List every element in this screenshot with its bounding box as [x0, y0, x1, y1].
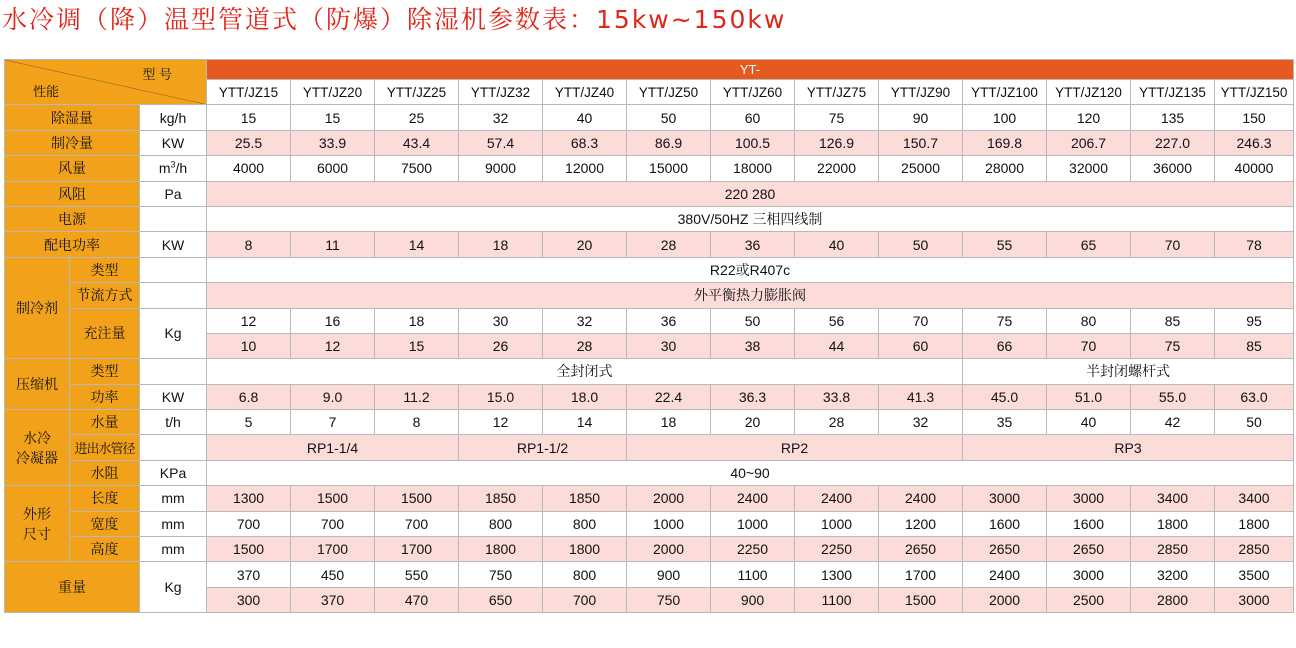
- value-distribution-power-7: 36: [711, 232, 795, 257]
- value-weight-b-6: 750: [627, 587, 711, 612]
- value-airflow-5: 12000: [543, 156, 627, 181]
- row-cooling-capacity: [5, 130, 1294, 155]
- row-width: [5, 511, 1294, 536]
- unit-throttle-method: [140, 283, 207, 308]
- value-airflow-8: 22000: [795, 156, 879, 181]
- unit-refrigerant-type: [140, 257, 207, 282]
- value-charge-b-2: 12: [291, 333, 375, 358]
- value-weight-a-4: 750: [459, 562, 543, 587]
- value-height-13: 2850: [1215, 537, 1294, 562]
- model-cell-12: YTT/JZ135: [1131, 80, 1215, 105]
- label-compressor-power: 功率: [70, 384, 140, 409]
- unit-airflow-tail: /h: [175, 160, 188, 177]
- value-distribution-power-3: 14: [375, 232, 459, 257]
- model-cell-4: YTT/JZ32: [459, 80, 543, 105]
- value-compressor-type-a: 全封闭式: [207, 359, 963, 384]
- model-cell-8: YTT/JZ75: [795, 80, 879, 105]
- value-air-resistance: 220 280: [207, 181, 1294, 206]
- value-height-5: 1800: [543, 537, 627, 562]
- value-weight-b-12: 2800: [1131, 587, 1215, 612]
- label-dimensions: [5, 486, 70, 562]
- value-length-5: 1850: [543, 486, 627, 511]
- value-compressor-power-3: 11.2: [375, 384, 459, 409]
- model-cell-9: YTT/JZ90: [879, 80, 963, 105]
- value-compressor-power-11: 51.0: [1047, 384, 1131, 409]
- value-weight-b-9: 1500: [879, 587, 963, 612]
- value-length-9: 2400: [879, 486, 963, 511]
- unit-length: mm: [140, 486, 207, 511]
- value-width-3: 700: [375, 511, 459, 536]
- value-charge-b-3: 15: [375, 333, 459, 358]
- value-water-flow-10: 35: [963, 410, 1047, 435]
- unit-airflow-sup: 3: [170, 159, 176, 170]
- value-height-10: 2650: [963, 537, 1047, 562]
- label-refrigerant: 制冷剂: [5, 257, 70, 359]
- value-compressor-power-9: 41.3: [879, 384, 963, 409]
- value-cooling-capacity-2: 33.9: [291, 130, 375, 155]
- row-refrigerant-type: [5, 257, 1294, 282]
- value-charge-b-10: 66: [963, 333, 1047, 358]
- value-weight-b-7: 900: [711, 587, 795, 612]
- value-width-9: 1200: [879, 511, 963, 536]
- value-distribution-power-2: 11: [291, 232, 375, 257]
- value-refrigerant-type: R22或R407c: [207, 257, 1294, 282]
- value-compressor-type-b: 半封闭螺杆式: [963, 359, 1294, 384]
- value-width-2: 700: [291, 511, 375, 536]
- value-height-6: 2000: [627, 537, 711, 562]
- value-charge-b-4: 26: [459, 333, 543, 358]
- value-dehumidification-5: 40: [543, 105, 627, 130]
- value-width-5: 800: [543, 511, 627, 536]
- value-cooling-capacity-11: 206.7: [1047, 130, 1131, 155]
- value-airflow-3: 7500: [375, 156, 459, 181]
- corner-header-cell: [5, 60, 207, 105]
- model-cell-1: YTT/JZ15: [207, 80, 291, 105]
- model-cell-10: YTT/JZ100: [963, 80, 1047, 105]
- value-cooling-capacity-8: 126.9: [795, 130, 879, 155]
- value-cooling-capacity-6: 86.9: [627, 130, 711, 155]
- page-title: 水冷调（降）温型管道式（防爆）除湿机参数表：15kw~150kw: [2, 5, 787, 34]
- value-charge-b-11: 70: [1047, 333, 1131, 358]
- series-header: YT-: [207, 60, 1294, 80]
- value-cooling-capacity-7: 100.5: [711, 130, 795, 155]
- corner-performance-label: 性能: [33, 84, 60, 100]
- value-weight-b-5: 700: [543, 587, 627, 612]
- value-distribution-power-5: 20: [543, 232, 627, 257]
- value-water-flow-9: 32: [879, 410, 963, 435]
- value-dehumidification-8: 75: [795, 105, 879, 130]
- label-length: 长度: [70, 486, 140, 511]
- value-dehumidification-12: 135: [1131, 105, 1215, 130]
- value-dehumidification-1: 15: [207, 105, 291, 130]
- row-compressor-power: [5, 384, 1294, 409]
- value-width-11: 1600: [1047, 511, 1131, 536]
- value-length-3: 1500: [375, 486, 459, 511]
- value-charge-b-13: 85: [1215, 333, 1294, 358]
- value-cooling-capacity-13: 246.3: [1215, 130, 1294, 155]
- value-compressor-power-4: 15.0: [459, 384, 543, 409]
- value-length-13: 3400: [1215, 486, 1294, 511]
- row-water-flow: [5, 410, 1294, 435]
- value-distribution-power-6: 28: [627, 232, 711, 257]
- value-dehumidification-7: 60: [711, 105, 795, 130]
- value-weight-a-3: 550: [375, 562, 459, 587]
- label-dimensions-line1: 外形: [23, 505, 51, 522]
- row-charge-a: [5, 308, 1294, 333]
- value-weight-b-1: 300: [207, 587, 291, 612]
- value-charge-b-7: 38: [711, 333, 795, 358]
- value-weight-a-1: 370: [207, 562, 291, 587]
- value-weight-b-8: 1100: [795, 587, 879, 612]
- value-cooling-capacity-4: 57.4: [459, 130, 543, 155]
- value-weight-b-13: 3000: [1215, 587, 1294, 612]
- value-water-flow-1: 5: [207, 410, 291, 435]
- value-pipe-diameter-1: RP1-1/4: [207, 435, 459, 460]
- value-weight-a-7: 1100: [711, 562, 795, 587]
- row-height: [5, 537, 1294, 562]
- model-cell-3: YTT/JZ25: [375, 80, 459, 105]
- label-refrigerant-type: 类型: [70, 257, 140, 282]
- row-power-supply: [5, 206, 1294, 231]
- label-dehumidification: 除湿量: [5, 105, 140, 130]
- value-cooling-capacity-12: 227.0: [1131, 130, 1215, 155]
- value-width-12: 1800: [1131, 511, 1215, 536]
- value-water-flow-5: 14: [543, 410, 627, 435]
- value-water-flow-6: 18: [627, 410, 711, 435]
- label-cooling-capacity: 制冷量: [5, 130, 140, 155]
- value-width-1: 700: [207, 511, 291, 536]
- label-height: 高度: [70, 537, 140, 562]
- label-charge: 充注量: [70, 308, 140, 359]
- value-charge-a-6: 36: [627, 308, 711, 333]
- label-condenser-line2: 冷凝器: [16, 449, 58, 466]
- value-water-resistance: 40~90: [207, 460, 1294, 485]
- label-airflow: 风量: [5, 156, 140, 181]
- value-water-flow-11: 40: [1047, 410, 1131, 435]
- value-dehumidification-9: 90: [879, 105, 963, 130]
- value-charge-a-13: 95: [1215, 308, 1294, 333]
- value-charge-a-7: 50: [711, 308, 795, 333]
- value-height-2: 1700: [291, 537, 375, 562]
- series-header-row: [5, 60, 1294, 80]
- unit-cooling-capacity: KW: [140, 130, 207, 155]
- value-weight-a-6: 900: [627, 562, 711, 587]
- unit-distribution-power: KW: [140, 232, 207, 257]
- value-water-flow-7: 20: [711, 410, 795, 435]
- unit-airflow-base: m: [158, 160, 171, 177]
- value-dehumidification-10: 100: [963, 105, 1047, 130]
- value-distribution-power-9: 50: [879, 232, 963, 257]
- row-length: [5, 486, 1294, 511]
- model-cell-13: YTT/JZ150: [1215, 80, 1294, 105]
- value-throttle-method: 外平衡热力膨胀阀: [207, 283, 1294, 308]
- value-water-flow-3: 8: [375, 410, 459, 435]
- unit-air-resistance: Pa: [140, 181, 207, 206]
- value-length-2: 1500: [291, 486, 375, 511]
- value-distribution-power-8: 40: [795, 232, 879, 257]
- value-width-10: 1600: [963, 511, 1047, 536]
- unit-water-flow: t/h: [140, 410, 207, 435]
- unit-weight: Kg: [140, 562, 207, 613]
- value-charge-b-12: 75: [1131, 333, 1215, 358]
- value-weight-a-11: 3000: [1047, 562, 1131, 587]
- value-water-flow-13: 50: [1215, 410, 1294, 435]
- value-airflow-13: 40000: [1215, 156, 1294, 181]
- value-weight-b-11: 2500: [1047, 587, 1131, 612]
- value-weight-b-3: 470: [375, 587, 459, 612]
- value-weight-a-5: 800: [543, 562, 627, 587]
- value-water-flow-4: 12: [459, 410, 543, 435]
- value-distribution-power-13: 78: [1215, 232, 1294, 257]
- value-airflow-12: 36000: [1131, 156, 1215, 181]
- value-height-4: 1800: [459, 537, 543, 562]
- value-cooling-capacity-3: 43.4: [375, 130, 459, 155]
- value-height-9: 2650: [879, 537, 963, 562]
- unit-compressor-type: [140, 359, 207, 384]
- value-airflow-1: 4000: [207, 156, 291, 181]
- model-cell-7: YTT/JZ60: [711, 80, 795, 105]
- label-condenser: [5, 410, 70, 486]
- value-cooling-capacity-5: 68.3: [543, 130, 627, 155]
- value-cooling-capacity-10: 169.8: [963, 130, 1047, 155]
- value-charge-b-6: 30: [627, 333, 711, 358]
- spec-table: [4, 59, 1294, 613]
- value-dehumidification-4: 32: [459, 105, 543, 130]
- value-weight-a-2: 450: [291, 562, 375, 587]
- value-airflow-4: 9000: [459, 156, 543, 181]
- value-height-8: 2250: [795, 537, 879, 562]
- value-charge-a-8: 56: [795, 308, 879, 333]
- value-charge-b-5: 28: [543, 333, 627, 358]
- value-water-flow-2: 7: [291, 410, 375, 435]
- value-height-3: 1700: [375, 537, 459, 562]
- value-height-11: 2650: [1047, 537, 1131, 562]
- value-weight-a-9: 1700: [879, 562, 963, 587]
- value-weight-b-4: 650: [459, 587, 543, 612]
- value-weight-b-2: 370: [291, 587, 375, 612]
- label-pipe-diameter: 进出水管径: [70, 435, 140, 460]
- value-length-11: 3000: [1047, 486, 1131, 511]
- value-weight-b-10: 2000: [963, 587, 1047, 612]
- label-compressor: 压缩机: [5, 359, 70, 410]
- row-distribution-power: [5, 232, 1294, 257]
- value-distribution-power-11: 65: [1047, 232, 1131, 257]
- label-dimensions-line2: 尺寸: [23, 525, 51, 542]
- value-height-1: 1500: [207, 537, 291, 562]
- value-compressor-power-1: 6.8: [207, 384, 291, 409]
- label-air-resistance: 风阻: [5, 181, 140, 206]
- unit-dehumidification: kg/h: [140, 105, 207, 130]
- value-dehumidification-13: 150: [1215, 105, 1294, 130]
- value-charge-b-9: 60: [879, 333, 963, 358]
- value-length-4: 1850: [459, 486, 543, 511]
- value-compressor-power-10: 45.0: [963, 384, 1047, 409]
- value-length-8: 2400: [795, 486, 879, 511]
- value-charge-a-2: 16: [291, 308, 375, 333]
- model-cell-2: YTT/JZ20: [291, 80, 375, 105]
- unit-height: mm: [140, 537, 207, 562]
- value-height-12: 2850: [1131, 537, 1215, 562]
- value-dehumidification-2: 15: [291, 105, 375, 130]
- row-weight-a: [5, 562, 1294, 587]
- value-width-6: 1000: [627, 511, 711, 536]
- value-charge-b-8: 44: [795, 333, 879, 358]
- row-compressor-type: [5, 359, 1294, 384]
- value-charge-a-3: 18: [375, 308, 459, 333]
- value-dehumidification-6: 50: [627, 105, 711, 130]
- value-compressor-power-7: 36.3: [711, 384, 795, 409]
- value-charge-a-1: 12: [207, 308, 291, 333]
- unit-compressor-power: KW: [140, 384, 207, 409]
- value-charge-a-12: 85: [1131, 308, 1215, 333]
- value-compressor-power-6: 22.4: [627, 384, 711, 409]
- unit-water-resistance: KPa: [140, 460, 207, 485]
- unit-charge: Kg: [140, 308, 207, 359]
- value-charge-a-11: 80: [1047, 308, 1131, 333]
- value-compressor-power-13: 63.0: [1215, 384, 1294, 409]
- value-compressor-power-12: 55.0: [1131, 384, 1215, 409]
- row-water-resistance: [5, 460, 1294, 485]
- value-airflow-9: 25000: [879, 156, 963, 181]
- value-airflow-11: 32000: [1047, 156, 1131, 181]
- value-charge-a-10: 75: [963, 308, 1047, 333]
- value-airflow-2: 6000: [291, 156, 375, 181]
- value-weight-a-13: 3500: [1215, 562, 1294, 587]
- value-distribution-power-4: 18: [459, 232, 543, 257]
- value-cooling-capacity-9: 150.7: [879, 130, 963, 155]
- value-charge-a-9: 70: [879, 308, 963, 333]
- model-cell-11: YTT/JZ120: [1047, 80, 1131, 105]
- label-throttle-method: 节流方式: [70, 283, 140, 308]
- value-cooling-capacity-1: 25.5: [207, 130, 291, 155]
- value-charge-a-5: 32: [543, 308, 627, 333]
- value-length-7: 2400: [711, 486, 795, 511]
- value-airflow-7: 18000: [711, 156, 795, 181]
- unit-airflow: [140, 156, 207, 181]
- row-throttle-method: [5, 283, 1294, 308]
- label-water-flow: 水量: [70, 410, 140, 435]
- value-dehumidification-3: 25: [375, 105, 459, 130]
- model-cell-5: YTT/JZ40: [543, 80, 627, 105]
- value-dehumidification-11: 120: [1047, 105, 1131, 130]
- value-power-supply: 380V/50HZ 三相四线制: [207, 206, 1294, 231]
- unit-pipe-diameter: [140, 435, 207, 460]
- unit-power-supply: [140, 206, 207, 231]
- value-compressor-power-5: 18.0: [543, 384, 627, 409]
- value-distribution-power-10: 55: [963, 232, 1047, 257]
- value-length-1: 1300: [207, 486, 291, 511]
- corner-model-label: 型 号: [142, 67, 173, 82]
- value-charge-b-1: 10: [207, 333, 291, 358]
- label-width: 宽度: [70, 511, 140, 536]
- label-compressor-type: 类型: [70, 359, 140, 384]
- unit-width: mm: [140, 511, 207, 536]
- model-cell-6: YTT/JZ50: [627, 80, 711, 105]
- value-width-7: 1000: [711, 511, 795, 536]
- label-condenser-line1: 水冷: [23, 429, 51, 446]
- value-weight-a-8: 1300: [795, 562, 879, 587]
- value-width-4: 800: [459, 511, 543, 536]
- value-weight-a-12: 3200: [1131, 562, 1215, 587]
- value-water-flow-8: 28: [795, 410, 879, 435]
- row-dehumidification: [5, 105, 1294, 130]
- row-air-resistance: [5, 181, 1294, 206]
- label-weight: 重量: [5, 562, 140, 613]
- value-charge-a-4: 30: [459, 308, 543, 333]
- value-height-7: 2250: [711, 537, 795, 562]
- value-compressor-power-8: 33.8: [795, 384, 879, 409]
- row-pipe-diameter: [5, 435, 1294, 460]
- value-width-13: 1800: [1215, 511, 1294, 536]
- value-length-12: 3400: [1131, 486, 1215, 511]
- value-length-6: 2000: [627, 486, 711, 511]
- value-pipe-diameter-3: RP2: [627, 435, 963, 460]
- value-weight-a-10: 2400: [963, 562, 1047, 587]
- value-width-8: 1000: [795, 511, 879, 536]
- value-water-flow-12: 42: [1131, 410, 1215, 435]
- value-airflow-6: 15000: [627, 156, 711, 181]
- row-airflow: [5, 156, 1294, 181]
- value-airflow-10: 28000: [963, 156, 1047, 181]
- value-compressor-power-2: 9.0: [291, 384, 375, 409]
- label-distribution-power: 配电功率: [5, 232, 140, 257]
- value-pipe-diameter-2: RP1-1/2: [459, 435, 627, 460]
- value-length-10: 3000: [963, 486, 1047, 511]
- value-distribution-power-1: 8: [207, 232, 291, 257]
- value-pipe-diameter-4: RP3: [963, 435, 1294, 460]
- value-distribution-power-12: 70: [1131, 232, 1215, 257]
- label-power-supply: 电源: [5, 206, 140, 231]
- label-water-resistance: 水阻: [70, 460, 140, 485]
